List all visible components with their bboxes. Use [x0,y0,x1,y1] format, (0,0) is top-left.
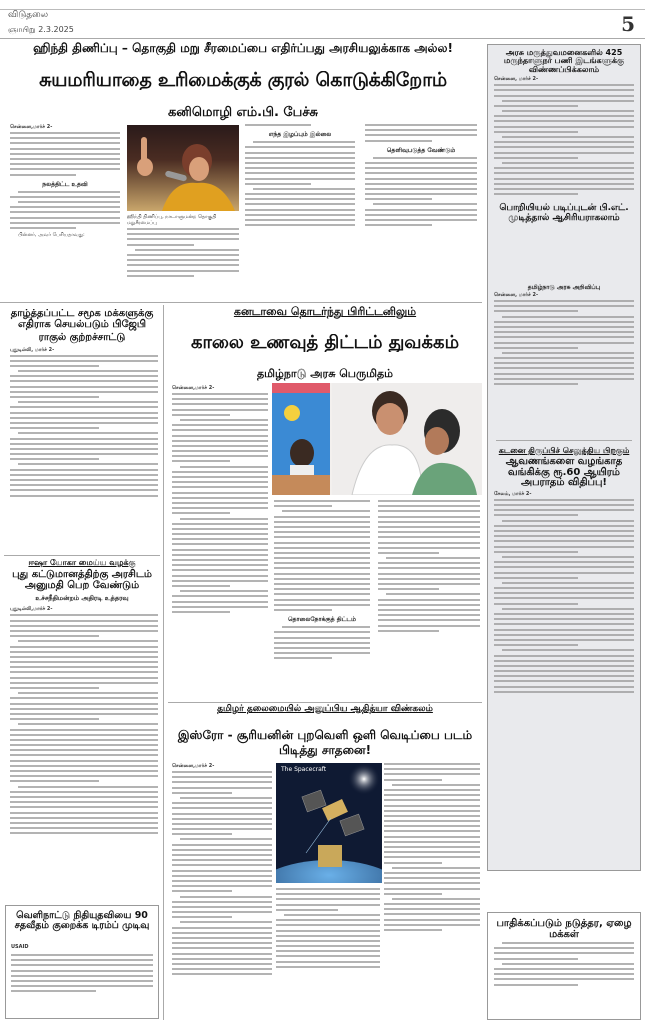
lead-subhead: கனிமொழி எம்.பி. பேச்சு [167,105,318,121]
isro-headline: இஸ்ரோ - சூரியனின் புறவெளி ஒளி வெடிப்பை படம் பிடித்து சாதனை! [177,727,473,758]
sidebar-top-dateline: சென்னை, மார்ச் 2- [494,76,539,83]
issue-date: ஞாயிறு 2.3.2025 [8,25,74,34]
isro-column-3 [384,763,480,1018]
sidebar-bed-box [487,280,641,441]
rahul-bottom-rule [4,555,160,556]
isha-subhead: உச்சநீதிமன்றம் அதிரடி உத்தரவு [35,594,129,603]
rahul-story [4,309,160,553]
sidebar-bank-kicker: கடனை திருப்பிச் செலுத்திய பிறகும் [498,446,630,455]
lead-kicker: ஹிந்தி திணிப்பு – தொகுதி மறு சீரமைப்பை எதிர்ப்பது அரசியலுக்காக அல்ல! [33,42,453,55]
photo-caption: ஹிந்தி திணிப்பு, நாடாளுமன்ற தொகுதி மறுசீரமைப்பு [127,214,217,226]
breakfast-dateline: சென்னை,மார்ச் 2- [172,385,215,391]
breakfast-header [168,306,482,380]
lead-dateline: சென்னை,மார்ச் 2- [10,124,53,130]
lead-bottom-rule [0,302,482,303]
paper-name: விடுதலை [8,10,49,20]
sidebar-top-headline: அரசு மருத்துவமனைகளில் 425 மருந்தாளுநர் பணி இடங்களுக்கு விண்ணப்பிக்கலாம் [503,48,625,74]
isro-header [168,705,482,759]
sidebar-bottom-headline: பாதிக்கப்படும் நடுத்தர, ஏழை மக்கள் [496,918,632,940]
lead-crosshead-1: நலத்திட்ட உதவி [42,180,88,188]
top-rule [0,9,645,10]
sidebar-mid-headline: பொறியியல் படிப்புடன் பி.எட். முடித்தால் ஆசிரியராகலாம் [499,203,629,223]
isro-dateline: சென்னை,மார்ச் 2- [172,763,215,769]
breakfast-column-2 [274,500,370,700]
sidebar-bank-box [487,440,641,871]
sidebar-bottom-box [487,912,641,1020]
lead-crosshead-2: எந்த இழப்பும் இல்லை [268,131,332,139]
breakfast-crosshead: தொலைநோக்குத் திட்டம் [287,616,357,624]
masthead-rule [0,38,645,39]
kanimozhi-photo [127,125,239,211]
lead-header [4,42,482,120]
breakfast-bottom-rule [168,702,482,703]
lead-column-2 [127,214,239,280]
rahul-dateline: புதுடில்லி, மார்ச் 2- [10,346,55,353]
breakfast-column-1 [172,385,268,700]
sidebar-bank-headline: ஆவணங்களை வழங்காத வங்கிக்கு ரூ.60 ஆயிரம் அபராதம் விதிப்பு! [505,456,623,489]
breakfast-photo [272,383,482,495]
isro-column-1 [172,763,272,1018]
sidebar-mid-subhead: தமிழ்நாடு அரசு அறிவிப்பு [527,284,601,291]
sidebar-mid-dateline: சென்னை, மார்ச் 2- [494,292,539,298]
spacecraft-label: The Spacecraft [281,766,327,773]
breakfast-column-3 [378,500,480,700]
page-number: 5 [621,12,635,36]
breakfast-kicker: கனடாவை தொடர்ந்து பிரிட்டனிலும் [233,305,417,318]
sidebar-pharmacist-box [487,44,641,282]
lead-column-1 [10,124,120,238]
usaid-lead: USAID [11,943,29,950]
breakfast-subhead: தமிழ்நாடு அரசு பெருமிதம் [257,367,393,381]
rahul-body [4,344,160,500]
isro-kicker: தமிழர் தலைமையில் அனுப்பிய ஆதித்யா விண்கலம் [217,704,433,714]
isha-kicker: ஈஷா யோகா மைய்ய வழக்கு [28,559,136,567]
lead-column-4 [365,124,477,229]
isha-headline: புது கட்டுமானத்திற்கு அரசிடம் அனுமதி பெற வேண்டும் [12,569,152,591]
left-column-rule [163,305,164,1020]
isro-column-2 [276,888,380,1018]
rahul-headline: தாழ்த்தப்பட்ட சமூக மக்களுக்கு எதிராக செயல்படும் பிஜேபி [10,309,154,330]
rahul-subhead: ராகுல் குற்றச்சாட்டு [38,332,126,343]
spacecraft-image [276,763,382,883]
isha-body [4,603,160,837]
lead-headline: சுயமரியாதை உரிமைக்குக் குரல் கொடுக்கிறோம் [39,70,447,91]
isha-story [4,559,160,901]
usaid-box [5,905,159,1019]
isha-dateline: புதுடில்லி,மார்ச் 2- [10,606,53,613]
breakfast-headline: காலை உணவுத் திட்டம் துவக்கம் [190,333,460,353]
lead-crosshead-3: தெளிவுபடுத்த வேண்டும் [386,146,456,154]
lead-byline-end: பின்னர், அவர் பேசியதாவது: [18,232,85,239]
lead-column-3 [245,124,355,229]
usaid-headline: வெளிநாட்டு நிதியுதவியை 90 சதவீதம் குறைக்க டிரம்ப் முடிவு [14,910,150,931]
sidebar-bank-dateline: சேலம், மார்ச் 2- [494,490,532,497]
